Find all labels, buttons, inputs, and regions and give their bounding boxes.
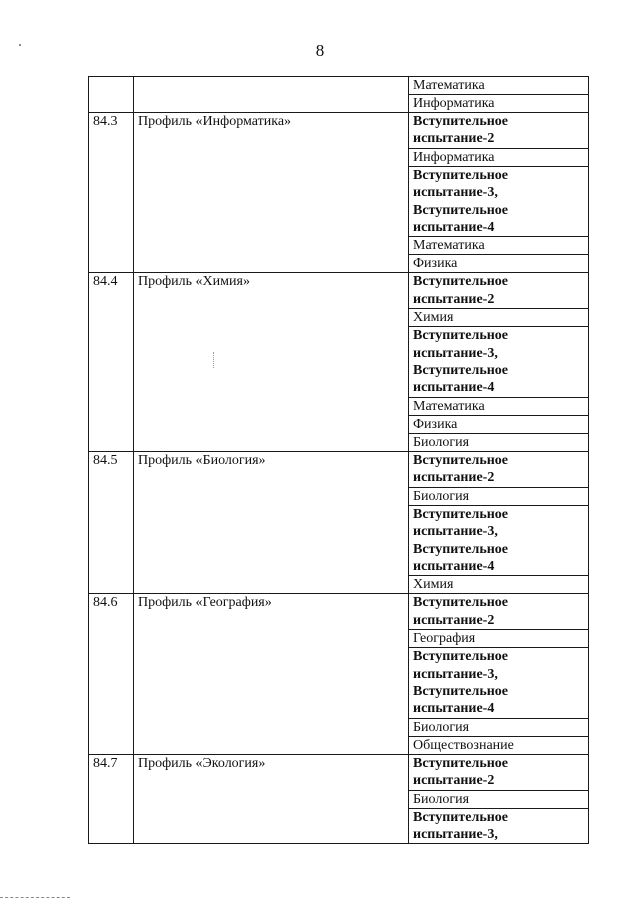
exam-line: испытание-3, bbox=[413, 826, 498, 842]
subject-cell: Математика bbox=[409, 397, 589, 415]
exam-line: Вступительное bbox=[413, 114, 509, 129]
exam-line: испытание-2 bbox=[413, 773, 495, 789]
row-number: 84.4 bbox=[89, 273, 134, 451]
exam-cell bbox=[409, 594, 589, 630]
subject-cell: Физика bbox=[409, 415, 589, 433]
subject-cell: Обществознание bbox=[409, 736, 589, 754]
table-row bbox=[89, 113, 589, 149]
exam-line: испытание-4 bbox=[413, 220, 495, 236]
exam-line: Вступительное bbox=[413, 683, 509, 699]
exam-line: Вступительное bbox=[413, 167, 509, 183]
subject-cell: Химия bbox=[409, 576, 589, 594]
exam-cell bbox=[409, 451, 589, 487]
exam-line: Вступительное bbox=[413, 328, 509, 344]
exam-cell bbox=[409, 505, 589, 576]
exam-line: испытание-3, bbox=[413, 666, 498, 682]
exam-cell bbox=[409, 648, 589, 719]
subject-cell: Биология bbox=[409, 790, 589, 808]
subject-cell: Математика bbox=[409, 237, 589, 255]
row-number: 84.7 bbox=[89, 754, 134, 844]
profile-name: Профиль «Информатика» bbox=[134, 113, 409, 273]
exam-cell bbox=[409, 113, 589, 149]
page-number: 8 bbox=[315, 41, 325, 60]
scan-artifact bbox=[213, 352, 216, 368]
exam-line: Вступительное bbox=[413, 506, 509, 522]
subject-cell: Биология bbox=[409, 487, 589, 505]
exam-cell bbox=[409, 808, 589, 844]
exam-cell bbox=[409, 166, 589, 237]
scan-speck bbox=[19, 44, 21, 46]
exam-line: Вступительное bbox=[413, 452, 509, 468]
row-number: 84.6 bbox=[89, 594, 134, 754]
exam-line: испытание-4 bbox=[413, 380, 495, 396]
profile-name: Профиль «Биология» bbox=[134, 451, 409, 593]
exam-cell bbox=[409, 273, 589, 309]
row-number bbox=[89, 77, 134, 113]
exam-line: Вступительное bbox=[413, 202, 509, 218]
exam-line: испытание-3, bbox=[413, 345, 498, 361]
table-row bbox=[89, 594, 589, 630]
subject-cell: Математика bbox=[409, 77, 589, 95]
row-number: 84.3 bbox=[89, 113, 134, 273]
exam-line: Вступительное bbox=[413, 595, 509, 611]
exam-line: испытание-2 bbox=[413, 131, 495, 147]
profile-name bbox=[134, 77, 409, 113]
profile-name: Профиль «Экология» bbox=[134, 754, 409, 844]
profile-name: Профиль «География» bbox=[134, 594, 409, 754]
exam-line: испытание-2 bbox=[413, 612, 495, 628]
row-number: 84.5 bbox=[89, 451, 134, 593]
exam-cell bbox=[409, 327, 589, 398]
table-row bbox=[89, 451, 589, 487]
admission-table bbox=[88, 76, 589, 844]
exam-line: испытание-3, bbox=[413, 185, 498, 201]
subject-cell: Физика bbox=[409, 255, 589, 273]
exam-line: Вступительное bbox=[413, 755, 509, 771]
subject-cell: Биология bbox=[409, 433, 589, 451]
table-row bbox=[89, 273, 589, 309]
exam-line: Вступительное bbox=[413, 363, 509, 379]
subject-cell: Химия bbox=[409, 309, 589, 327]
exam-line: Вступительное bbox=[413, 541, 509, 557]
exam-line: Вступительное bbox=[413, 649, 509, 665]
exam-line: испытание-4 bbox=[413, 558, 495, 574]
exam-line: испытание-2 bbox=[413, 291, 495, 307]
exam-line: испытание-4 bbox=[413, 701, 495, 717]
exam-cell bbox=[409, 754, 589, 790]
subject-cell: Информатика bbox=[409, 148, 589, 166]
scan-edge-line bbox=[0, 897, 70, 898]
subject-cell: География bbox=[409, 630, 589, 648]
exam-line: Вступительное bbox=[413, 809, 509, 825]
profile-name: Профиль «Химия» bbox=[134, 273, 409, 451]
exam-line: Вступительное bbox=[413, 274, 509, 290]
subject-cell: Биология bbox=[409, 718, 589, 736]
table-row bbox=[89, 77, 589, 95]
exam-line: испытание-3, bbox=[413, 524, 498, 540]
subject-cell: Информатика bbox=[409, 95, 589, 113]
table-row bbox=[89, 754, 589, 790]
exam-line: испытание-2 bbox=[413, 470, 495, 486]
